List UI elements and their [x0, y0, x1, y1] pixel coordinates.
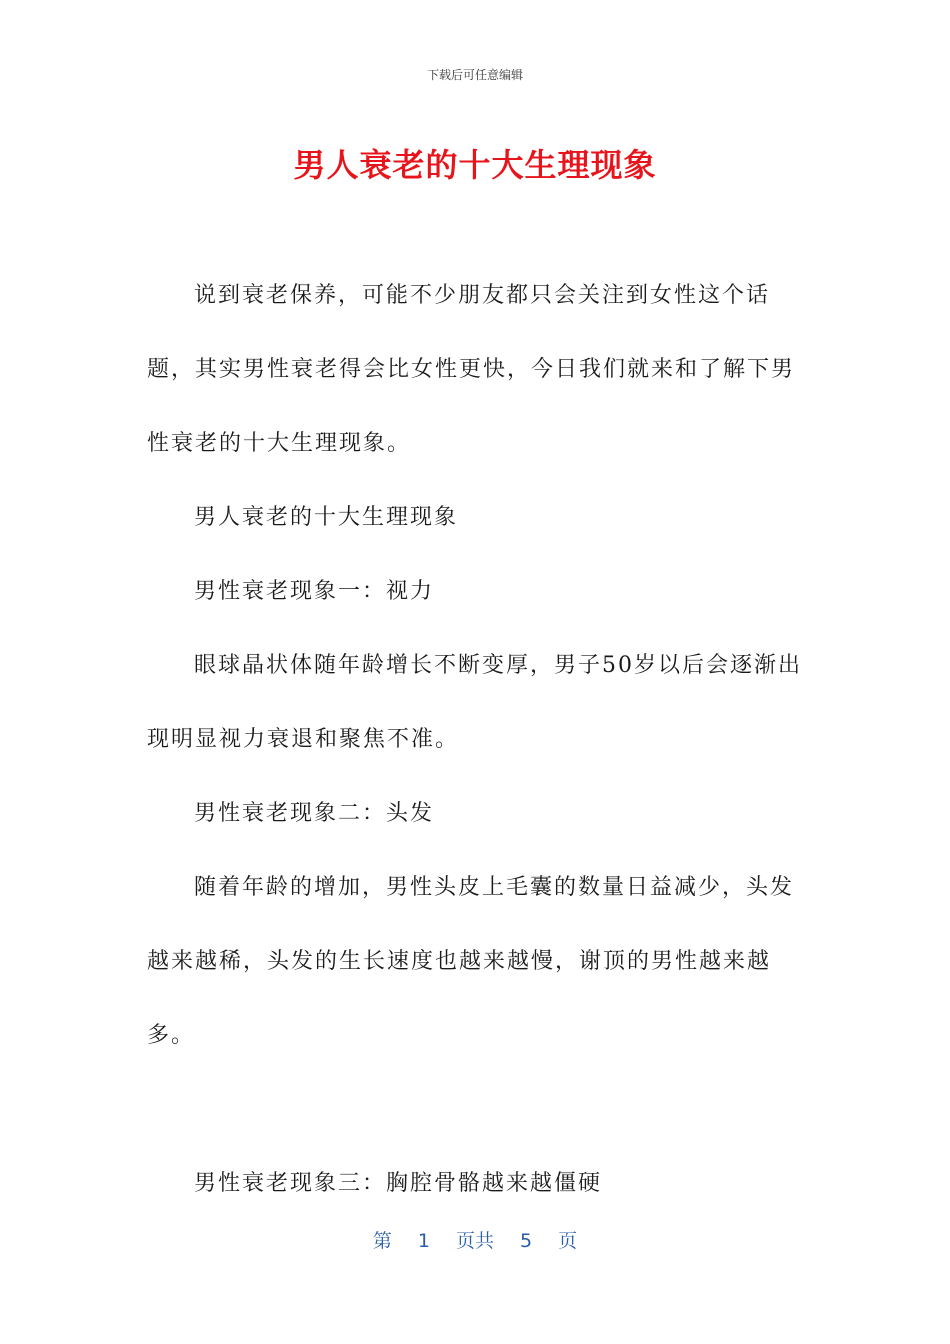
paragraph-phenomenon-2-heading: 男性衰老现象二：头发: [194, 801, 435, 826]
document-title: 男人衰老的十大生理现象: [293, 146, 657, 184]
paragraph-phenomenon-1-heading: 男性衰老现象一：视力: [194, 579, 435, 604]
paragraph-gap: [147, 1073, 817, 1147]
paragraph-phenomenon-1-body: 眼球晶状体随年龄增长不断变厚，男子50岁以后会逐渐出现明显视力衰退和聚焦不准。: [147, 653, 802, 752]
footer-page-prefix: 第: [372, 1230, 392, 1252]
page-footer: [0, 1226, 950, 1253]
paragraph-section-heading: 男人衰老的十大生理现象: [194, 505, 459, 530]
footer-page-suffix: 页: [558, 1230, 578, 1252]
paragraph-intro: 说到衰老保养，可能不少朋友都只会关注到女性这个话题，其实男性衰老得会比女性更快，今日我们就来和了解下男性衰老的十大生理现象。: [147, 283, 796, 456]
paragraph-phenomenon-3-heading: 男性衰老现象三：胸腔骨骼越来越僵硬: [194, 1171, 603, 1196]
footer-page-number: 1: [417, 1230, 430, 1252]
document-body: [147, 259, 817, 1221]
footer-page-mid: 页共: [455, 1230, 494, 1252]
paragraph-phenomenon-2-body: 随着年龄的增加，男性头皮上毛囊的数量日益减少，头发越来越稀，头发的生长速度也越来越慢，谢顶的男性越来越多。: [147, 875, 795, 1048]
footer-page-total: 5: [520, 1230, 533, 1252]
header-note: 下载后可任意编辑: [426, 68, 523, 82]
